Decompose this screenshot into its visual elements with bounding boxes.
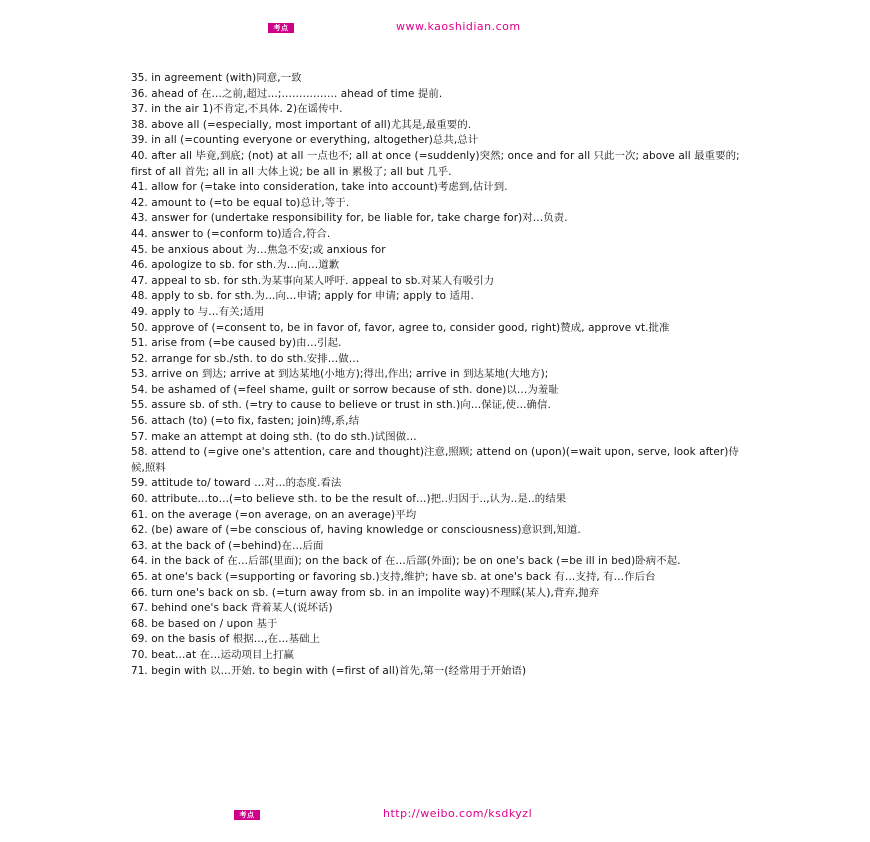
list-item: 69. on the basis of 根据…,在…基础上 <box>131 633 321 646</box>
list-item: 40. after all 毕竟,到底; (not) at all 一点也不; all at once (=suddenly)突然; once and for all 只此一次; above all 最重要的; first of all 首先; all in all 大体上说; be all in 累极了; all but 几乎. <box>131 149 740 178</box>
list-item: 50. approve of (=consent to, be in favor of, favor, agree to, consider good, right)赞成, approve vt.批准 <box>131 321 670 334</box>
list-item: 58. attend to (=give one's attention, care and thought)注意,照顾; attend on (upon)(=wait upon, serve, look after)侍候,照料 <box>131 446 739 474</box>
list-item: 56. attach (to) (=to fix, fasten; join)缚,系,结 <box>131 415 360 428</box>
list-item: 43. answer for (undertake responsibility for, be liable for, take charge for)对…负责. <box>131 212 568 225</box>
list-item: 39. in all (=counting everyone or everything, altogether)总共,总计 <box>131 134 479 147</box>
list-item: 55. assure sb. of sth. (=try to cause to believe or trust in sth.)向…保证,使…确信. <box>131 399 551 412</box>
footer-logo-badge: 考点 <box>234 810 260 820</box>
list-item: 49. apply to 与…有关;适用 <box>131 305 265 318</box>
list-item: 65. at one's back (=supporting or favoring sb.)支持,维护; have sb. at one's back 有…支持, 有…作后台 <box>131 571 656 583</box>
list-item: 64. in the back of 在…后部(里面); on the back of 在…后部(外面); be on one's back (=be ill in bed)卧病不起. <box>131 555 681 568</box>
list-item: 71. begin with 以…开始. to begin with (=first of all)首先,第一(经常用于开始语) <box>131 664 527 677</box>
list-item: 45. be anxious about 为…焦急不安;或 anxious for <box>131 243 386 256</box>
list-item: 66. turn one's back on sb. (=turn away from sb. in an impolite way)不理睬(某人),背弃,抛弃 <box>131 586 600 599</box>
list-item: 52. arrange for sb./sth. to do sth.安排…做… <box>131 352 360 365</box>
list-item: 46. apologize to sb. for sth.为…向…道歉 <box>131 259 340 272</box>
list-item: 44. answer to (=conform to)适合,符合. <box>131 227 331 240</box>
list-item: 36. ahead of 在…之前,超过…;……………. ahead of time 提前. <box>131 87 443 100</box>
footer-site-link[interactable]: http://weibo.com/ksdkyzl <box>383 807 533 820</box>
list-item: 70. beat…at 在…运动项目上打赢 <box>131 648 295 661</box>
list-item: 47. appeal to sb. for sth.为某事向某人呼吁. appeal to sb.对某人有吸引力 <box>131 274 495 287</box>
page-footer <box>0 806 870 826</box>
list-item: 41. allow for (=take into consideration, take into account)考虑到,估计到. <box>131 181 508 194</box>
list-item: 62. (be) aware of (=be conscious of, having knowledge or consciousness)意识到,知道. <box>131 524 581 537</box>
list-item: 53. arrive on 到达; arrive at 到达某地(小地方);得出,作出; arrive in 到达某地(大地方); <box>131 368 549 381</box>
list-item: 61. on the average (=on average, on an average)平均 <box>131 508 417 521</box>
header-logo-badge: 考点 <box>268 23 294 33</box>
list-item: 54. be ashamed of (=feel shame, guilt or sorrow because of sth. done)以…为羞耻 <box>131 383 559 396</box>
list-item: 67. behind one's back 背着某人(说坏话) <box>131 602 333 615</box>
phrase-list <box>131 71 741 679</box>
list-item: 37. in the air 1)不肯定,不具体. 2)在谣传中. <box>131 103 343 116</box>
list-item: 51. arise from (=be caused by)由…引起. <box>131 337 342 350</box>
list-item: 59. attitude to/ toward …对…的态度.看法 <box>131 477 342 490</box>
list-item: 35. in agreement (with)同意,一致 <box>131 72 302 84</box>
list-item: 68. be based on / upon 基于 <box>131 617 278 630</box>
list-item: 48. apply to sb. for sth.为…向…申请; apply for 申请; apply to 适用. <box>131 290 474 303</box>
page-header <box>0 19 870 39</box>
list-item: 42. amount to (=to be equal to)总计,等于. <box>131 196 350 209</box>
header-site-link[interactable]: www.kaoshidian.com <box>396 20 521 33</box>
list-item: 60. attribute…to…(=to believe sth. to be the result of…)把..归因于..,认为..是..的结果 <box>131 493 567 506</box>
list-item: 57. make an attempt at doing sth. (to do sth.)试图做… <box>131 430 417 443</box>
list-item: 63. at the back of (=behind)在…后面 <box>131 539 324 552</box>
list-item: 38. above all (=especially, most important of all)尤其是,最重要的. <box>131 118 472 131</box>
